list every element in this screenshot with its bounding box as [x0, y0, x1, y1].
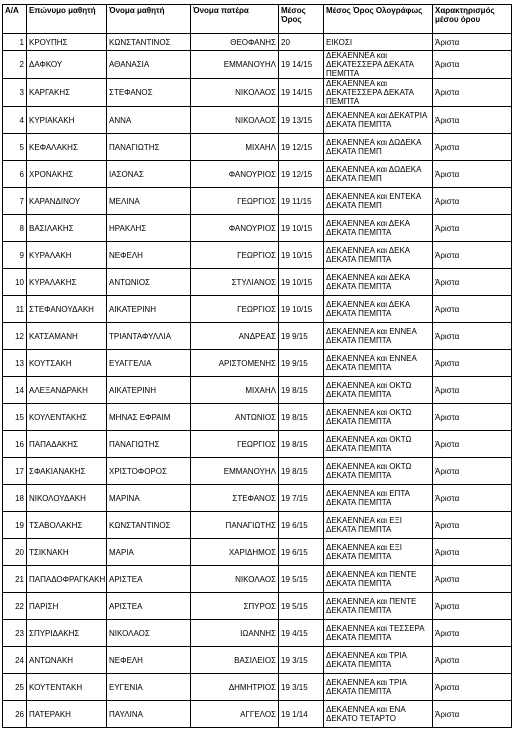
- average-grade-words: ΔΕΚΑΕΝΝΕΑ και ΠΕΝΤΕ ΔΕΚΑΤΑ ΠΕΜΠΤΑ: [324, 566, 433, 593]
- father-name: ΝΙΚΟΛΑΟΣ: [191, 566, 279, 593]
- table-row: [3, 161, 512, 188]
- grade-characterization: Άριστα: [433, 512, 512, 539]
- row-number: 22: [3, 593, 27, 620]
- grade-characterization: Άριστα: [433, 539, 512, 566]
- average-grade-words: ΔΕΚΑΕΝΝΕΑ και ΔΕΚΑΤΡΙΑ ΔΕΚΑΤΑ ΠΕΜΠΤΑ: [324, 107, 433, 134]
- student-firstname: ΠΑΝΑΓΙΩΤΗΣ: [107, 134, 191, 161]
- table-row: [3, 674, 512, 701]
- row-number: 21: [3, 566, 27, 593]
- row-number: 19: [3, 512, 27, 539]
- student-surname: ΚΟΥΤΕΝΤΑΚΗ: [27, 674, 107, 701]
- student-firstname: ΑΘΑΝΑΣΙΑ: [107, 51, 191, 79]
- student-surname: ΔΑΦΚΟΥ: [27, 51, 107, 79]
- father-name: ΣΤΕΦΑΝΟΣ: [191, 485, 279, 512]
- table-row: [3, 377, 512, 404]
- student-surname: ΚΑΡΓΑΚΗΣ: [27, 79, 107, 107]
- average-grade-words: ΔΕΚΑΕΝΝΕΑ και ΕΝΝΕΑ ΔΕΚΑΤΑ ΠΕΜΠΤΑ: [324, 350, 433, 377]
- student-firstname: ΝΕΦΕΛΗ: [107, 242, 191, 269]
- average-grade: 19 1/14: [279, 701, 324, 728]
- average-grade: 19 3/15: [279, 647, 324, 674]
- average-grade: 19 5/15: [279, 593, 324, 620]
- average-grade: 19 8/15: [279, 458, 324, 485]
- student-surname: ΝΙΚΟΛΟΥΔΑΚΗ: [27, 485, 107, 512]
- average-grade-words: ΔΕΚΑΕΝΝΕΑ και ΟΚΤΩ ΔΕΚΑΤΑ ΠΕΜΠΤΑ: [324, 431, 433, 458]
- student-firstname: ΗΡΑΚΛΗΣ: [107, 215, 191, 242]
- grade-characterization: Άριστα: [433, 107, 512, 134]
- student-firstname: ΕΥΓΕΝΙΑ: [107, 674, 191, 701]
- row-number: 8: [3, 215, 27, 242]
- student-firstname: ΧΡΙΣΤΟΦΟΡΟΣ: [107, 458, 191, 485]
- average-grade-words: ΔΕΚΑΕΝΝΕΑ και ΟΚΤΩ ΔΕΚΑΤΑ ΠΕΜΠΤΑ: [324, 404, 433, 431]
- header-grade-words: Μέσος Όρος Ολογράφως: [324, 5, 433, 34]
- average-grade: 19 7/15: [279, 485, 324, 512]
- student-firstname: ΕΥΑΓΓΕΛΙΑ: [107, 350, 191, 377]
- average-grade-words: ΔΕΚΑΕΝΝΕΑ και ΕΝΝΕΑ ΔΕΚΑΤΑ ΠΕΜΠΤΑ: [324, 323, 433, 350]
- row-number: 12: [3, 323, 27, 350]
- table-row: [3, 188, 512, 215]
- father-name: ΝΙΚΟΛΑΟΣ: [191, 107, 279, 134]
- header-grade: Μέσος Όρος: [279, 5, 324, 34]
- father-name: ΓΕΩΡΓΙΟΣ: [191, 431, 279, 458]
- average-grade-words: ΔΕΚΑΕΝΝΕΑ και ΕΞΙ ΔΕΚΑΤΑ ΠΕΜΠΤΑ: [324, 512, 433, 539]
- student-firstname: ΑΡΙΣΤΕΑ: [107, 593, 191, 620]
- header-aa: Α/Α: [3, 5, 27, 34]
- grade-characterization: Άριστα: [433, 134, 512, 161]
- father-name: ΓΕΩΡΓΙΟΣ: [191, 242, 279, 269]
- grade-characterization: Άριστα: [433, 296, 512, 323]
- average-grade: 20: [279, 34, 324, 51]
- grade-characterization: Άριστα: [433, 161, 512, 188]
- row-number: 2: [3, 51, 27, 79]
- student-firstname: ΝΕΦΕΛΗ: [107, 647, 191, 674]
- grades-table: [2, 4, 512, 728]
- student-firstname: ΚΩΝΣΤΑΝΤΙΝΟΣ: [107, 512, 191, 539]
- grade-characterization: Άριστα: [433, 431, 512, 458]
- average-grade: 19 8/15: [279, 431, 324, 458]
- average-grade-words: ΔΕΚΑΕΝΝΕΑ και ΤΕΣΣΕΡΑ ΔΕΚΑΤΑ ΠΕΜΠΤΑ: [324, 620, 433, 647]
- grade-characterization: Άριστα: [433, 566, 512, 593]
- student-firstname: ΜΑΡΙΝΑ: [107, 485, 191, 512]
- grade-characterization: Άριστα: [433, 674, 512, 701]
- father-name: ΓΕΩΡΓΙΟΣ: [191, 188, 279, 215]
- average-grade: 19 10/15: [279, 296, 324, 323]
- student-surname: ΠΑΤΕΡΑΚΗ: [27, 701, 107, 728]
- student-surname: ΚΟΥΛΕΝΤΑΚΗΣ: [27, 404, 107, 431]
- row-number: 17: [3, 458, 27, 485]
- student-surname: ΣΠΥΡΙΔΑΚΗΣ: [27, 620, 107, 647]
- table-row: [3, 79, 512, 107]
- grade-characterization: Άριστα: [433, 34, 512, 51]
- student-surname: ΚΥΡΑΛΑΚΗ: [27, 242, 107, 269]
- student-firstname: ΜΕΛΙΝΑ: [107, 188, 191, 215]
- header-characterization: Χαρακτηρισμός μέσου όρου: [433, 5, 512, 34]
- table-body: [3, 34, 512, 728]
- father-name: ΕΜΜΑΝΟΥΗΛ: [191, 458, 279, 485]
- grade-characterization: Άριστα: [433, 215, 512, 242]
- header-father: Όνομα πατέρα: [191, 5, 279, 34]
- average-grade-words: ΔΕΚΑΕΝΝΕΑ και ΤΡΙΑ ΔΕΚΑΤΑ ΠΕΜΠΤΑ: [324, 647, 433, 674]
- average-grade-words: ΔΕΚΑΕΝΝΕΑ και ΕΠΤΑ ΔΕΚΑΤΑ ΠΕΜΠΤΑ: [324, 485, 433, 512]
- table-row: [3, 269, 512, 296]
- row-number: 7: [3, 188, 27, 215]
- father-name: ΣΤΥΛΙΑΝΟΣ: [191, 269, 279, 296]
- student-surname: ΑΛΕΞΑΝΔΡΑΚΗ: [27, 377, 107, 404]
- table-row: [3, 431, 512, 458]
- father-name: ΑΡΙΣΤΟΜΕΝΗΣ: [191, 350, 279, 377]
- student-firstname: ΜΗΝΑΣ ΕΦΡΑΙΜ: [107, 404, 191, 431]
- father-name: ΑΓΓΕΛΟΣ: [191, 701, 279, 728]
- student-surname: ΤΣΑΒΟΛΑΚΗΣ: [27, 512, 107, 539]
- student-firstname: ΑΝΝΑ: [107, 107, 191, 134]
- average-grade: 19 6/15: [279, 539, 324, 566]
- row-number: 18: [3, 485, 27, 512]
- student-surname: ΣΦΑΚΙΑΝΑΚΗΣ: [27, 458, 107, 485]
- average-grade: 19 12/15: [279, 161, 324, 188]
- father-name: ΦΑΝΟΥΡΙΟΣ: [191, 161, 279, 188]
- grade-characterization: Άριστα: [433, 620, 512, 647]
- table-row: [3, 701, 512, 728]
- average-grade: 19 6/15: [279, 512, 324, 539]
- student-firstname: ΑΙΚΑΤΕΡΙΝΗ: [107, 296, 191, 323]
- average-grade: 19 10/15: [279, 215, 324, 242]
- grade-characterization: Άριστα: [433, 188, 512, 215]
- table-row: [3, 242, 512, 269]
- student-surname: ΚΡΟΥΠΗΣ: [27, 34, 107, 51]
- average-grade-words: ΔΕΚΑΕΝΝΕΑ και ΕΝΤΕΚΑ ΔΕΚΑΤΑ ΠΕΜΠ: [324, 188, 433, 215]
- student-surname: ΧΡΟΝΑΚΗΣ: [27, 161, 107, 188]
- average-grade: 19 8/15: [279, 404, 324, 431]
- table-row: [3, 134, 512, 161]
- father-name: ΜΙΧΑΗΛ: [191, 134, 279, 161]
- student-firstname: ΑΝΤΩΝΙΟΣ: [107, 269, 191, 296]
- father-name: ΑΝΤΩΝΙΟΣ: [191, 404, 279, 431]
- average-grade-words: ΔΕΚΑΕΝΝΕΑ και ΔΩΔΕΚΑ ΔΕΚΑΤΑ ΠΕΜΠ: [324, 161, 433, 188]
- grade-characterization: Άριστα: [433, 485, 512, 512]
- student-surname: ΤΣΙΚΝΑΚΗ: [27, 539, 107, 566]
- header-firstname: Όνομα μαθητή: [107, 5, 191, 34]
- average-grade: 19 10/15: [279, 242, 324, 269]
- row-number: 4: [3, 107, 27, 134]
- row-number: 6: [3, 161, 27, 188]
- table-row: [3, 647, 512, 674]
- grade-characterization: Άριστα: [433, 701, 512, 728]
- average-grade: 19 13/15: [279, 107, 324, 134]
- row-number: 20: [3, 539, 27, 566]
- average-grade: 19 10/15: [279, 269, 324, 296]
- average-grade-words: ΔΕΚΑΕΝΝΕΑ και ΕΞΙ ΔΕΚΑΤΑ ΠΕΜΠΤΑ: [324, 539, 433, 566]
- row-number: 9: [3, 242, 27, 269]
- father-name: ΜΙΧΑΗΛ: [191, 377, 279, 404]
- average-grade: 19 3/15: [279, 674, 324, 701]
- average-grade-words: ΔΕΚΑΕΝΝΕΑ και ΔΕΚΑΤΕΣΣΕΡΑ ΔΕΚΑΤΑ ΠΕΜΠΤΑ: [324, 79, 433, 107]
- student-surname: ΚΑΤΣΑΜΑΝΗ: [27, 323, 107, 350]
- student-firstname: ΜΑΡΙΑ: [107, 539, 191, 566]
- row-number: 1: [3, 34, 27, 51]
- father-name: ΔΗΜΗΤΡΙΟΣ: [191, 674, 279, 701]
- grade-characterization: Άριστα: [433, 242, 512, 269]
- header-surname: Επώνυμο μαθητή: [27, 5, 107, 34]
- average-grade-words: ΔΕΚΑΕΝΝΕΑ και ΔΕΚΑ ΔΕΚΑΤΑ ΠΕΜΠΤΑ: [324, 269, 433, 296]
- father-name: ΣΠΥΡΟΣ: [191, 593, 279, 620]
- average-grade: 19 9/15: [279, 323, 324, 350]
- row-number: 14: [3, 377, 27, 404]
- father-name: ΒΑΣΙΛΕΙΟΣ: [191, 647, 279, 674]
- average-grade-words: ΔΕΚΑΕΝΝΕΑ και ΔΩΔΕΚΑ ΔΕΚΑΤΑ ΠΕΜΠ: [324, 134, 433, 161]
- row-number: 15: [3, 404, 27, 431]
- table-row: [3, 296, 512, 323]
- table-row: [3, 539, 512, 566]
- average-grade: 19 14/15: [279, 51, 324, 79]
- grade-characterization: Άριστα: [433, 404, 512, 431]
- student-firstname: ΤΡΙΑΝΤΑΦΥΛΛΙΑ: [107, 323, 191, 350]
- student-firstname: ΠΑΝΑΓΙΩΤΗΣ: [107, 431, 191, 458]
- table-row: [3, 107, 512, 134]
- student-surname: ΑΝΤΩΝΑΚΗ: [27, 647, 107, 674]
- average-grade-words: ΔΕΚΑΕΝΝΕΑ και ΔΕΚΑ ΔΕΚΑΤΑ ΠΕΜΠΤΑ: [324, 242, 433, 269]
- father-name: ΧΑΡΙΔΗΜΟΣ: [191, 539, 279, 566]
- student-surname: ΠΑΡΙΣΗ: [27, 593, 107, 620]
- average-grade-words: ΔΕΚΑΕΝΝΕΑ και ΔΕΚΑΤΕΣΣΕΡΑ ΔΕΚΑΤΑ ΠΕΜΠΤΑ: [324, 51, 433, 79]
- average-grade-words: ΔΕΚΑΕΝΝΕΑ και ΟΚΤΩ ΔΕΚΑΤΑ ΠΕΜΠΤΑ: [324, 377, 433, 404]
- row-number: 3: [3, 79, 27, 107]
- average-grade: 19 14/15: [279, 79, 324, 107]
- student-surname: ΚΥΡΑΛΑΚΗΣ: [27, 269, 107, 296]
- father-name: ΝΙΚΟΛΑΟΣ: [191, 79, 279, 107]
- average-grade-words: ΔΕΚΑΕΝΝΕΑ και ΔΕΚΑ ΔΕΚΑΤΑ ΠΕΜΠΤΑ: [324, 215, 433, 242]
- student-surname: ΚΟΥΤΣΑΚΗ: [27, 350, 107, 377]
- row-number: 25: [3, 674, 27, 701]
- average-grade-words: ΔΕΚΑΕΝΝΕΑ και ΤΡΙΑ ΔΕΚΑΤΑ ΠΕΜΠΤΑ: [324, 674, 433, 701]
- table-header-row: [3, 5, 512, 34]
- father-name: ΙΩΑΝΝΗΣ: [191, 620, 279, 647]
- table-row: [3, 593, 512, 620]
- row-number: 26: [3, 701, 27, 728]
- father-name: ΓΕΩΡΓΙΟΣ: [191, 296, 279, 323]
- table-row: [3, 215, 512, 242]
- student-surname: ΣΤΕΦΑΝΟΥΔΑΚΗ: [27, 296, 107, 323]
- student-firstname: ΠΑΥΛΙΝΑ: [107, 701, 191, 728]
- average-grade-words: ΔΕΚΑΕΝΝΕΑ και ΟΚΤΩ ΔΕΚΑΤΑ ΠΕΜΠΤΑ: [324, 458, 433, 485]
- average-grade: 19 12/15: [279, 134, 324, 161]
- grade-characterization: Άριστα: [433, 593, 512, 620]
- average-grade: 19 8/15: [279, 377, 324, 404]
- student-firstname: ΑΙΚΑΤΕΡΙΝΗ: [107, 377, 191, 404]
- grade-characterization: Άριστα: [433, 323, 512, 350]
- grade-characterization: Άριστα: [433, 377, 512, 404]
- father-name: ΠΑΝΑΓΙΩΤΗΣ: [191, 512, 279, 539]
- grade-characterization: Άριστα: [433, 350, 512, 377]
- row-number: 16: [3, 431, 27, 458]
- student-surname: ΠΑΠΑΔΑΚΗΣ: [27, 431, 107, 458]
- father-name: ΦΑΝΟΥΡΙΟΣ: [191, 215, 279, 242]
- student-firstname: ΣΤΕΦΑΝΟΣ: [107, 79, 191, 107]
- average-grade: 19 9/15: [279, 350, 324, 377]
- table-row: [3, 458, 512, 485]
- student-firstname: ΙΑΣΟΝΑΣ: [107, 161, 191, 188]
- father-name: ΘΕΟΦΑΝΗΣ: [191, 34, 279, 51]
- table-row: [3, 34, 512, 51]
- average-grade: 19 11/15: [279, 188, 324, 215]
- grade-characterization: Άριστα: [433, 458, 512, 485]
- student-firstname: ΚΩΝΣΤΑΝΤΙΝΟΣ: [107, 34, 191, 51]
- table-row: [3, 512, 512, 539]
- row-number: 24: [3, 647, 27, 674]
- row-number: 10: [3, 269, 27, 296]
- row-number: 23: [3, 620, 27, 647]
- table-row: [3, 620, 512, 647]
- student-firstname: ΑΡΙΣΤΕΑ: [107, 566, 191, 593]
- average-grade-words: ΔΕΚΑΕΝΝΕΑ και ΕΝΑ ΔΕΚΑΤΟ ΤΕΤΑΡΤΟ: [324, 701, 433, 728]
- grade-characterization: Άριστα: [433, 79, 512, 107]
- row-number: 11: [3, 296, 27, 323]
- student-surname: ΚΑΡΑΝΔΙΝΟΥ: [27, 188, 107, 215]
- student-firstname: ΝΙΚΟΛΑΟΣ: [107, 620, 191, 647]
- grade-characterization: Άριστα: [433, 647, 512, 674]
- student-surname: ΚΕΦΑΛΑΚΗΣ: [27, 134, 107, 161]
- father-name: ΑΝΔΡΕΑΣ: [191, 323, 279, 350]
- table-row: [3, 404, 512, 431]
- average-grade-words: ΔΕΚΑΕΝΝΕΑ και ΔΕΚΑ ΔΕΚΑΤΑ ΠΕΜΠΤΑ: [324, 296, 433, 323]
- father-name: ΕΜΜΑΝΟΥΗΛ: [191, 51, 279, 79]
- average-grade-words: ΔΕΚΑΕΝΝΕΑ και ΠΕΝΤΕ ΔΕΚΑΤΑ ΠΕΜΠΤΑ: [324, 593, 433, 620]
- table-row: [3, 323, 512, 350]
- student-surname: ΒΑΣΙΛΑΚΗΣ: [27, 215, 107, 242]
- table-row: [3, 566, 512, 593]
- table-row: [3, 485, 512, 512]
- average-grade: 19 4/15: [279, 620, 324, 647]
- table-row: [3, 51, 512, 79]
- student-surname: ΠΑΠΑΔΟΦΡΑΓΚΑΚΗ: [27, 566, 107, 593]
- grade-characterization: Άριστα: [433, 51, 512, 79]
- average-grade-words: ΕΙΚΟΣΙ: [324, 34, 433, 51]
- table-row: [3, 350, 512, 377]
- student-surname: ΚΥΡΙΑΚΑΚΗ: [27, 107, 107, 134]
- row-number: 13: [3, 350, 27, 377]
- row-number: 5: [3, 134, 27, 161]
- average-grade: 19 5/15: [279, 566, 324, 593]
- grade-characterization: Άριστα: [433, 269, 512, 296]
